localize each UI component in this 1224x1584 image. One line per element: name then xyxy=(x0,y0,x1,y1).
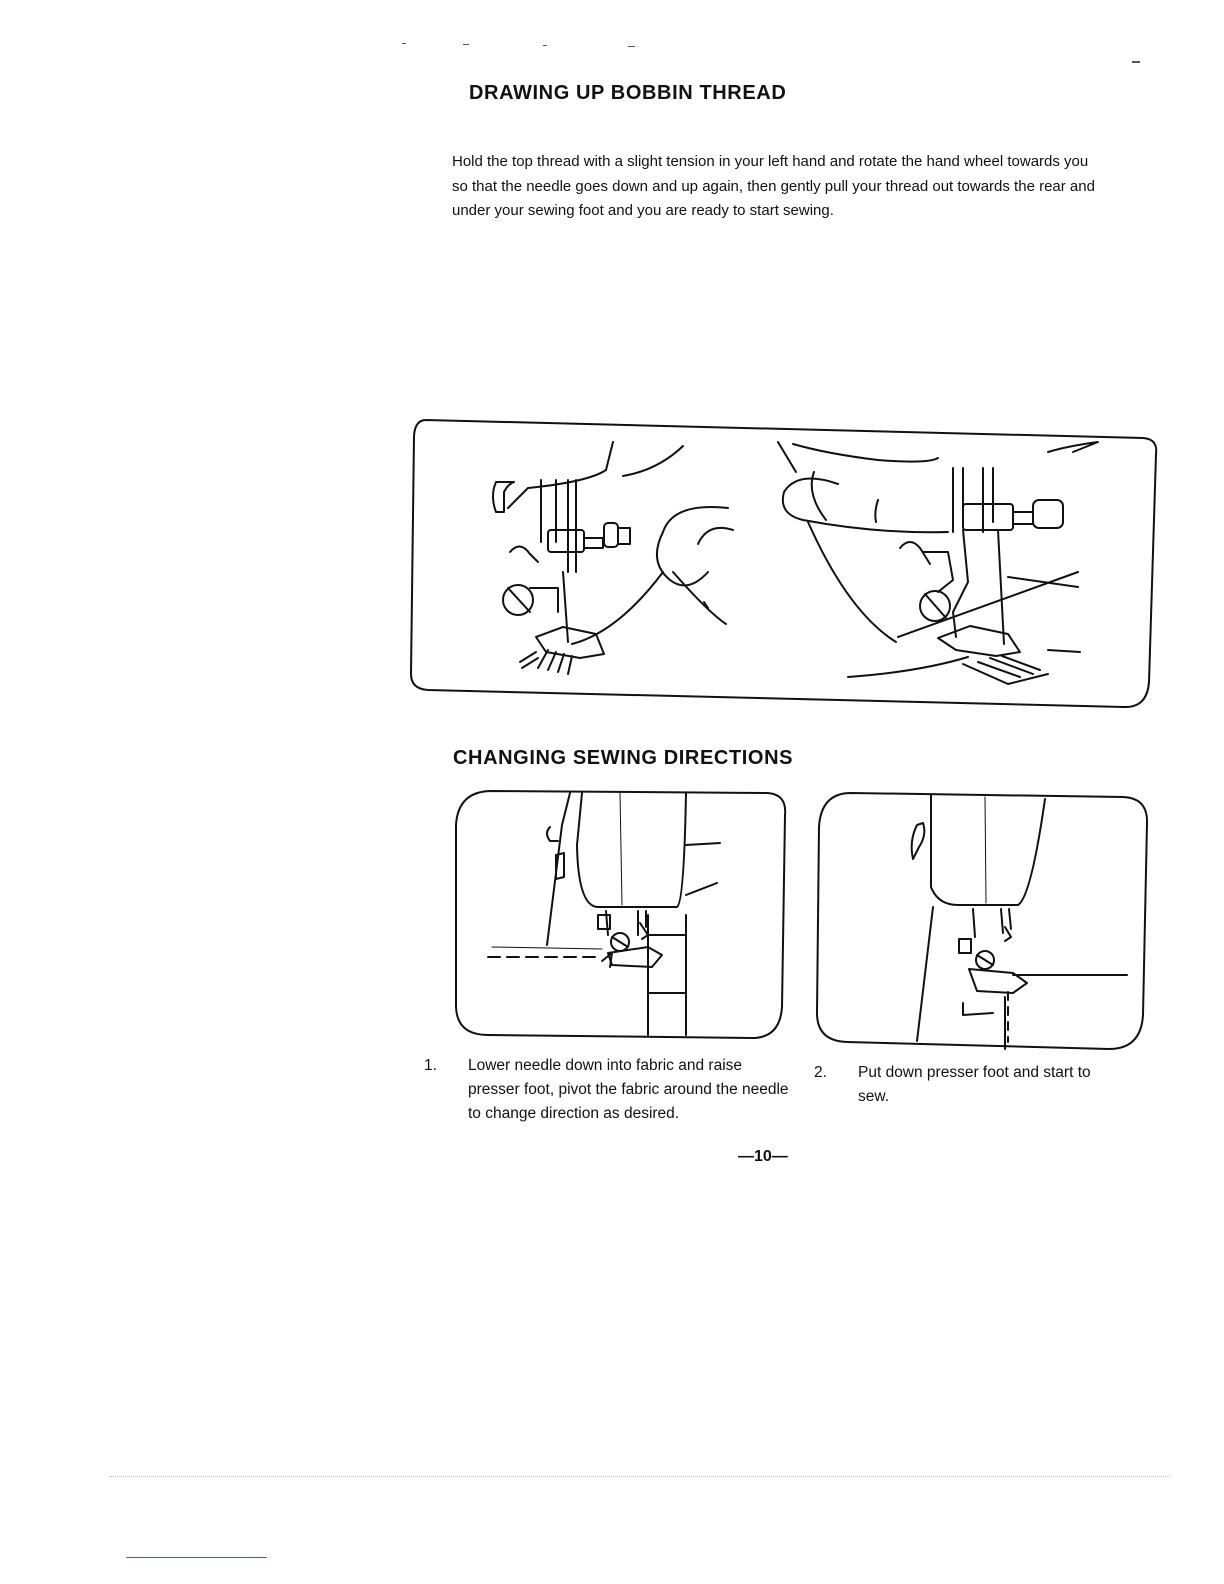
step-2-text: Put down presser foot and start to sew. xyxy=(858,1064,1091,1105)
scan-edge-line xyxy=(126,1557,267,1558)
scan-speck xyxy=(628,46,635,47)
scan-dotted-edge xyxy=(110,1476,1170,1477)
step-1-caption xyxy=(424,1054,791,1126)
scan-speck xyxy=(1132,61,1140,63)
step-2-number: 2. xyxy=(814,1064,827,1081)
pivot-fabric-illustration xyxy=(452,785,792,1043)
step-2-caption xyxy=(814,1061,1106,1109)
step-1-text: Lower needle down into fabric and raise presser foot, pivot the fabric around the needle to change direction as desired. xyxy=(468,1057,789,1122)
scan-speck xyxy=(463,44,469,45)
section-heading-bobbin: DRAWING UP BOBBIN THREAD xyxy=(469,82,787,104)
scan-speck xyxy=(543,45,547,46)
bobbin-thread-illustration xyxy=(408,412,1160,712)
scan-speck xyxy=(402,43,406,44)
page-number: —10— xyxy=(738,1148,788,1165)
section-heading-directions: CHANGING SEWING DIRECTIONS xyxy=(453,747,794,769)
bobbin-instructions: Hold the top thread with a slight tension in your left hand and rotate the hand wheel towards you so that the needle goes down and up again, then gently pull your thread out towards the rear and under your sewing foot and you are ready to start sewing. xyxy=(452,153,1095,219)
step-1-number: 1. xyxy=(424,1057,437,1074)
start-sewing-illustration xyxy=(813,787,1153,1055)
